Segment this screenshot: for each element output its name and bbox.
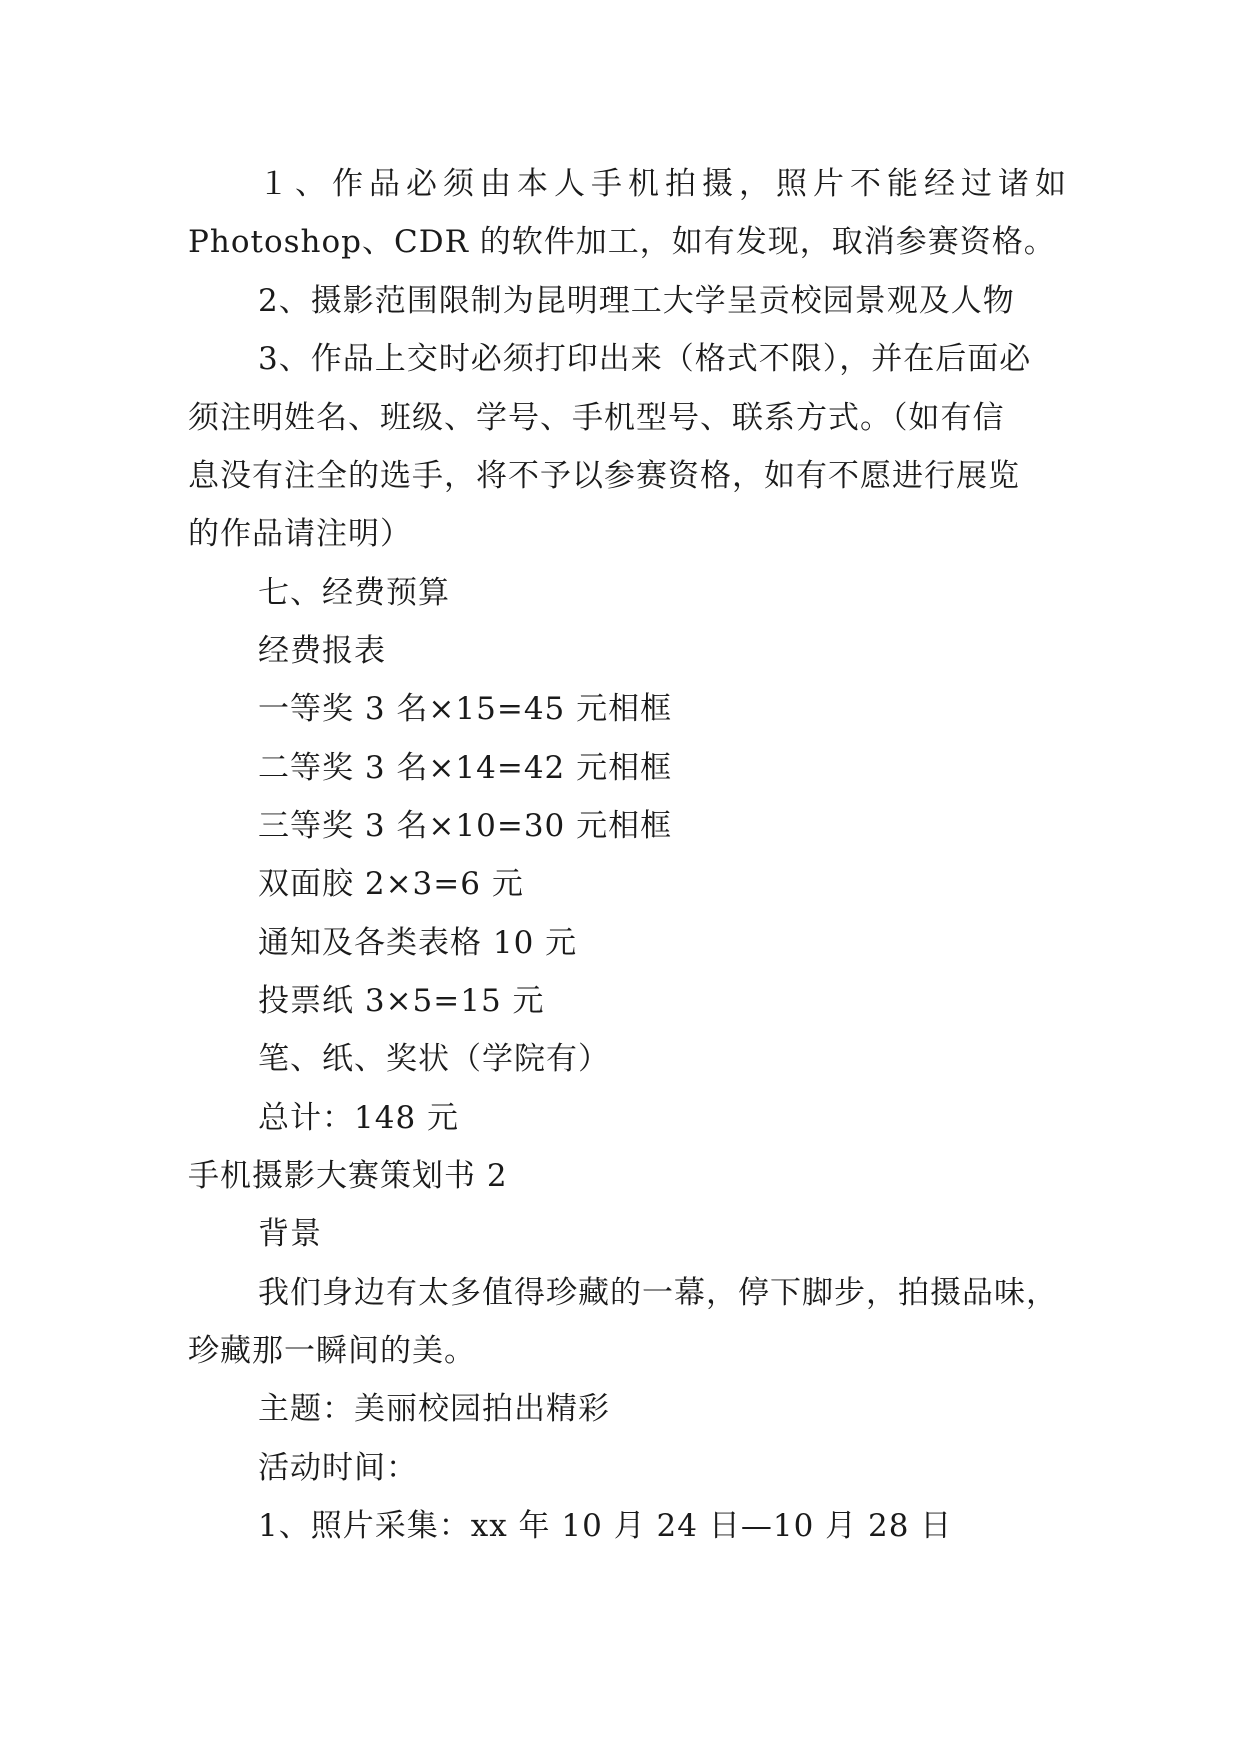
rule-2: 2、摄影范围限制为昆明理工大学呈贡校园景观及人物 [258,283,1015,319]
budget-item-ballots: 投票纸 3×5=15 元 [258,983,545,1019]
budget-item-second-prize: 二等奖 3 名×14=42 元相框 [258,750,673,786]
section-heading-budget: 七、经费预算 [258,575,450,611]
theme-line: 主题：美丽校园拍出精彩 [258,1391,610,1427]
rule-3-line-1: 3、作品上交时必须打印出来（格式不限），并在后面必 [258,341,1032,377]
photo-collection-dates: 1、照片采集：xx 年 10 月 24 日—10 月 28 日 [258,1508,953,1544]
background-line-2: 珍藏那一瞬间的美。 [188,1333,476,1369]
rule-3-line-2: 须注明姓名、班级、学号、手机型号、联系方式。（如有信 [188,400,1005,436]
background-line-1: 我们身边有太多值得珍藏的一幕，停下脚步，拍摄品味， [258,1275,1058,1311]
budget-item-third-prize: 三等奖 3 名×10=30 元相框 [258,808,673,844]
rule-1-line-2: Photoshop、CDR 的软件加工，如有发现，取消参赛资格。 [188,224,1056,260]
activity-time-heading: 活动时间： [258,1450,418,1486]
budget-item-first-prize: 一等奖 3 名×15=45 元相框 [258,691,673,727]
rule-1-line-1: １、作品必须由本人手机拍摄，照片不能经过诸如 [258,166,1072,202]
section-heading-background: 背景 [258,1216,322,1252]
rule-3-line-4: 的作品请注明） [188,516,412,552]
budget-total: 总计：148 元 [258,1100,460,1136]
budget-item-forms: 通知及各类表格 10 元 [258,925,578,961]
document-title-2: 手机摄影大赛策划书 2 [188,1158,508,1194]
budget-item-tape: 双面胶 2×3=6 元 [258,866,524,902]
budget-report-title: 经费报表 [258,633,386,669]
rule-3-line-3: 息没有注全的选手，将不予以参赛资格，如有不愿进行展览 [188,458,1020,494]
budget-item-supplies: 笔、纸、奖状（学院有） [258,1041,610,1077]
